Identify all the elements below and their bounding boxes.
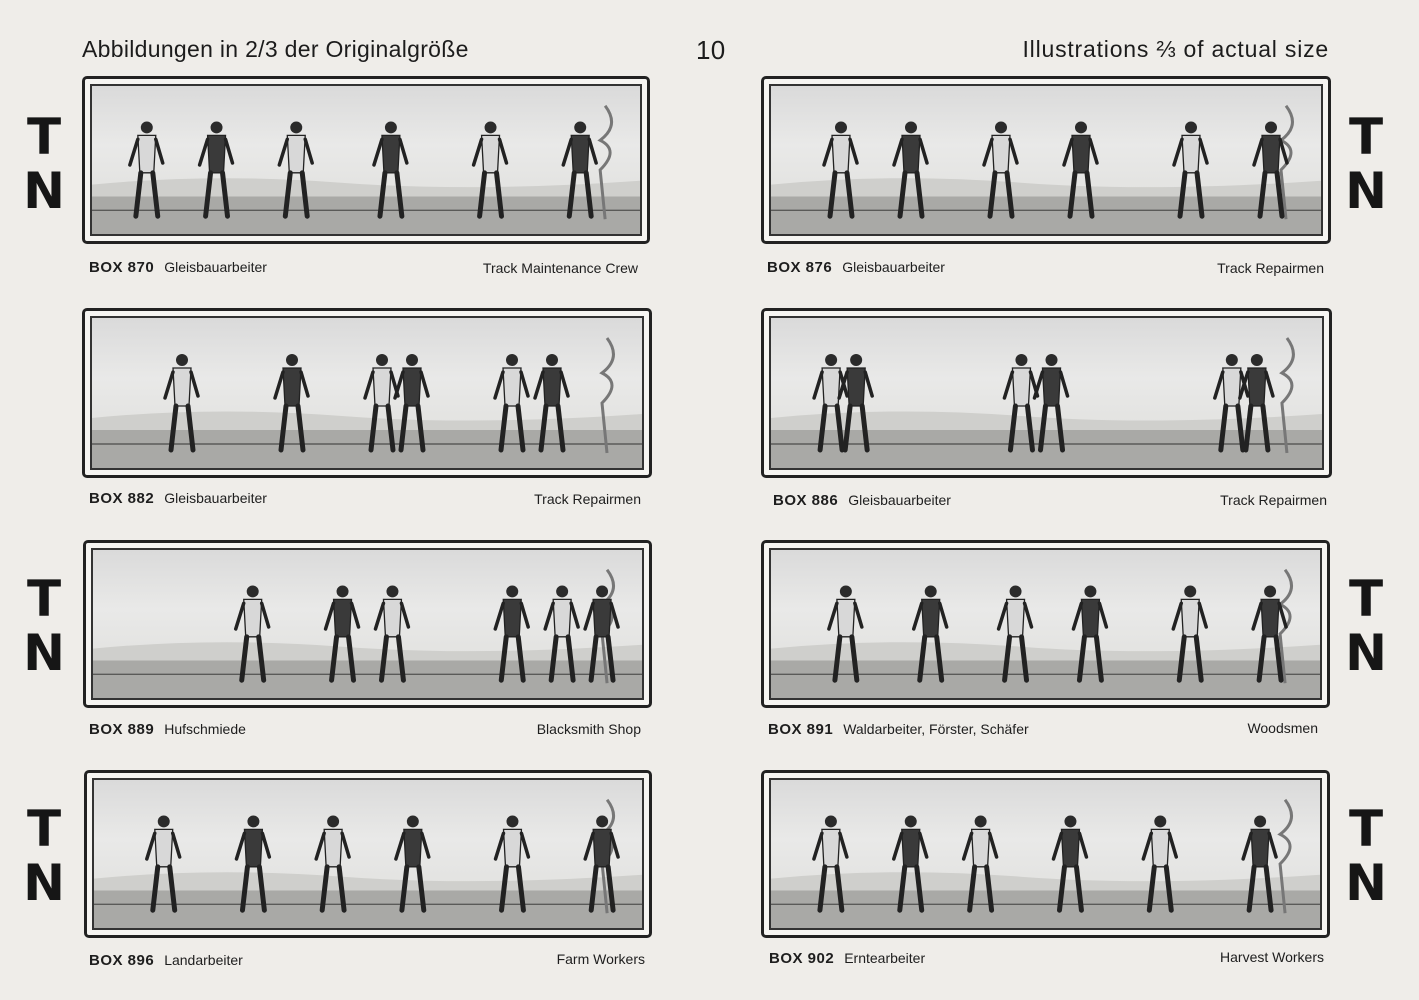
tn-letter-n: N bbox=[23, 854, 65, 912]
german-title: Gleisbauarbeiter bbox=[164, 259, 267, 275]
box-number: BOX 889 bbox=[89, 721, 155, 738]
background-hills bbox=[94, 872, 642, 890]
background-hills bbox=[92, 178, 640, 196]
german-title: Erntearbeiter bbox=[844, 950, 926, 966]
diorama-box-889-image bbox=[83, 540, 652, 708]
tn-letter-t: T bbox=[26, 570, 62, 628]
figure-scene bbox=[92, 318, 642, 468]
english-title: Woodsmen bbox=[1247, 720, 1318, 736]
header-right-text: Illustrations ⅔ of actual size bbox=[1022, 36, 1329, 62]
box-number: BOX 902 bbox=[769, 950, 835, 967]
diorama-box-876-image bbox=[761, 76, 1331, 244]
tn-letter-t: T bbox=[1348, 108, 1384, 166]
tn-mark bbox=[22, 572, 66, 680]
ground bbox=[771, 891, 1320, 928]
box-number: BOX 870 bbox=[89, 259, 155, 276]
tn-letter-n: N bbox=[23, 162, 65, 220]
figure-scene bbox=[771, 780, 1320, 928]
english-title: Track Repairmen bbox=[1217, 260, 1324, 276]
tn-letter-t: T bbox=[26, 800, 62, 858]
english-title: Track Repairmen bbox=[1220, 492, 1327, 508]
tn-letter-t: T bbox=[26, 108, 62, 166]
page-number: 10 bbox=[696, 35, 726, 65]
caption-box-889 bbox=[89, 721, 246, 738]
box-number: BOX 876 bbox=[767, 259, 833, 276]
tn-mark bbox=[22, 802, 66, 910]
caption-box-870 bbox=[89, 259, 267, 276]
tn-mark bbox=[1344, 572, 1388, 680]
caption-box-896 bbox=[89, 952, 243, 969]
box-number: BOX 886 bbox=[773, 492, 839, 509]
background-hills bbox=[93, 642, 642, 660]
tn-letter-n: N bbox=[1345, 854, 1387, 912]
tn-mark bbox=[22, 110, 66, 218]
figure-scene bbox=[771, 318, 1322, 468]
german-title: Gleisbauarbeiter bbox=[848, 492, 951, 508]
diorama-box-870-image bbox=[82, 76, 650, 244]
tn-letter-n: N bbox=[23, 624, 65, 682]
figure-scene bbox=[771, 550, 1320, 698]
caption-box-876 bbox=[767, 259, 945, 276]
german-title: Gleisbauarbeiter bbox=[164, 490, 267, 506]
english-title: Harvest Workers bbox=[1220, 949, 1324, 965]
diorama-box-891-image bbox=[761, 540, 1330, 708]
english-title: Track Maintenance Crew bbox=[482, 260, 638, 276]
german-title: Hufschmiede bbox=[164, 721, 246, 737]
box-number: BOX 896 bbox=[89, 952, 155, 969]
box-number: BOX 882 bbox=[89, 490, 155, 507]
caption-box-882 bbox=[89, 490, 267, 507]
figure-scene bbox=[771, 86, 1321, 234]
german-title: Waldarbeiter, Förster, Schäfer bbox=[843, 721, 1029, 737]
english-title: Track Repairmen bbox=[534, 491, 641, 507]
box-number: BOX 891 bbox=[768, 721, 834, 738]
ground bbox=[92, 197, 640, 234]
english-title: Farm Workers bbox=[556, 951, 645, 967]
diorama-box-886-image bbox=[761, 308, 1332, 478]
tn-letter-t: T bbox=[1348, 800, 1384, 858]
background-hills bbox=[771, 872, 1320, 890]
diorama-box-896-image bbox=[84, 770, 652, 938]
diorama-box-902-image bbox=[761, 770, 1330, 938]
figure-scene bbox=[93, 550, 642, 698]
tn-letter-n: N bbox=[1345, 162, 1387, 220]
caption-box-902 bbox=[769, 950, 925, 967]
german-title: Landarbeiter bbox=[164, 952, 243, 968]
figure-scene bbox=[94, 780, 642, 928]
figure-scene bbox=[92, 86, 640, 234]
diorama-box-882-image bbox=[82, 308, 652, 478]
english-title: Blacksmith Shop bbox=[536, 721, 641, 737]
tn-letter-t: T bbox=[1348, 570, 1384, 628]
header-left-text: Abbildungen in 2/3 der Originalgröße bbox=[82, 36, 469, 62]
background-hills bbox=[771, 178, 1321, 196]
caption-box-886 bbox=[773, 492, 951, 509]
ground bbox=[93, 661, 642, 698]
caption-box-891 bbox=[768, 721, 1029, 738]
tn-mark bbox=[1344, 802, 1388, 910]
tn-letter-n: N bbox=[1345, 624, 1387, 682]
tn-mark bbox=[1344, 110, 1388, 218]
german-title: Gleisbauarbeiter bbox=[842, 259, 945, 275]
